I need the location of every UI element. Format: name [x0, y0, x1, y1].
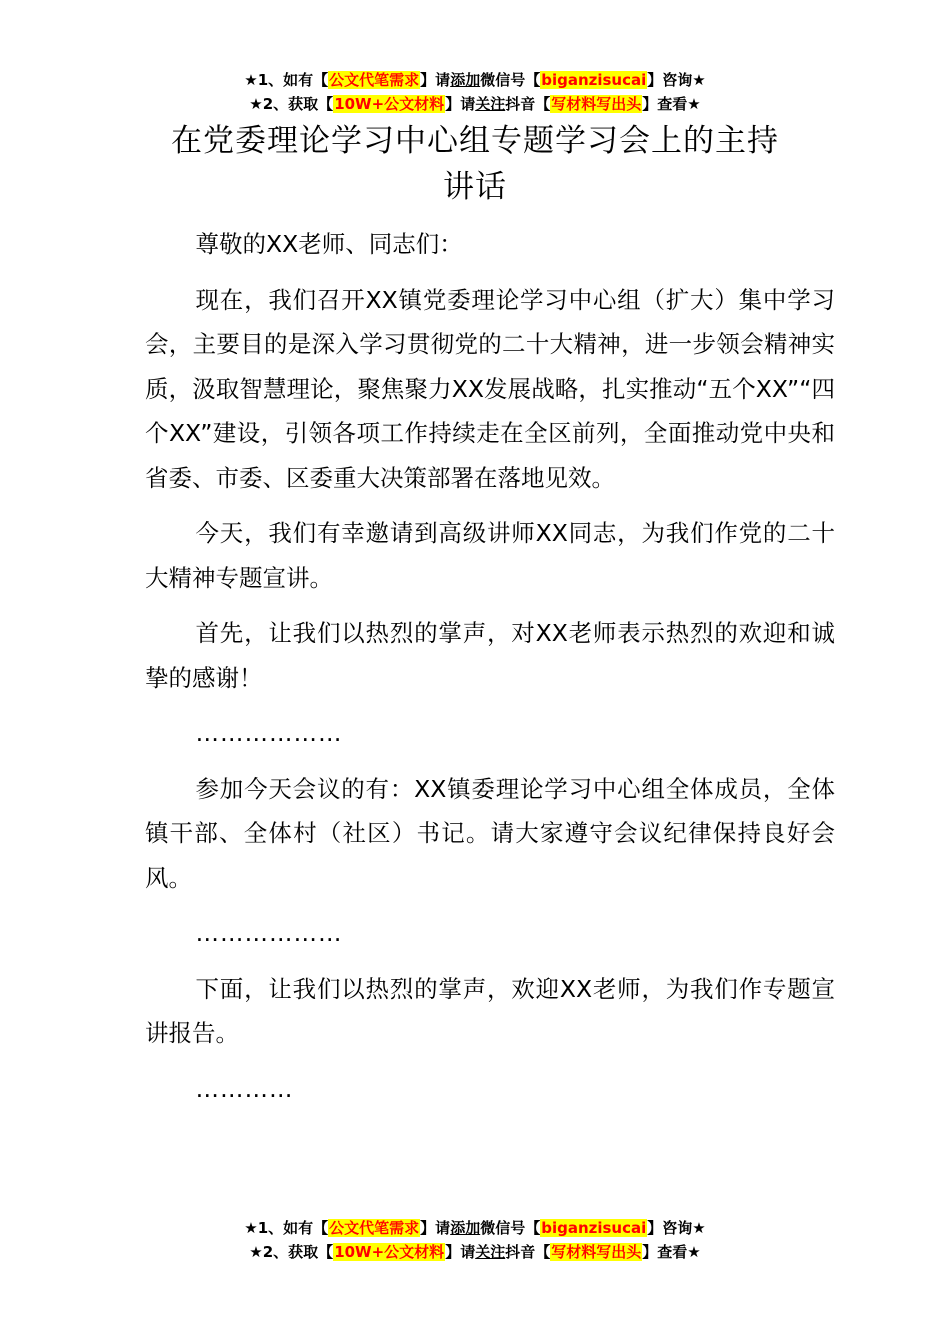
banner-underlined: 关注	[475, 1243, 506, 1261]
banner-text: 微信号【	[480, 71, 541, 89]
ellipsis-line: ………………	[195, 719, 343, 747]
banner-highlight: 公文代笔需求	[329, 1219, 420, 1237]
ellipsis-line: ………………	[195, 919, 343, 947]
banner-underlined: 关注	[475, 95, 506, 113]
banner-text: ★2、获取【	[249, 1243, 334, 1261]
banner-text: 】请	[445, 95, 476, 113]
banner-text: 抖音【	[505, 1243, 551, 1261]
banner-text: 】查看★	[642, 95, 701, 113]
banner-text: 】查看★	[642, 1243, 701, 1261]
banner-text: 微信号【	[480, 1219, 541, 1237]
document-title	[0, 118, 950, 210]
banner-line-2	[0, 92, 950, 116]
banner-line-1	[0, 1216, 950, 1240]
banner-wechat-id: biganzisucai	[541, 71, 647, 89]
banner-text: 】请	[445, 1243, 476, 1261]
banner-text: 】咨询★	[647, 71, 706, 89]
paragraph: 下面，让我们以热烈的掌声，欢迎XX老师，为我们作专题宣讲报告。	[145, 974, 835, 1047]
banner-text: ★2、获取【	[249, 95, 334, 113]
title-line-1: 在党委理论学习中心组专题学习会上的主持	[171, 123, 779, 159]
paragraph: 现在，我们召开XX镇党委理论学习中心组（扩大）集中学习会，主要目的是深入学习贯彻党的二十大精神，进一步领会精神实质，汲取智慧理论，聚焦聚力XX发展战略，扎实推动“五个XX”“四个XX”建设，引领各项工作持续走在全区前列，全面推动党中央和省委、市委、区委重大决策部署在落地见效。	[145, 285, 835, 492]
banner-wechat-id: biganzisucai	[541, 1219, 647, 1237]
ellipsis-line: …………	[195, 1074, 294, 1103]
banner-text: 抖音【	[505, 95, 551, 113]
banner-text: ★1、如有【	[244, 71, 329, 89]
footer-banner	[0, 1216, 950, 1264]
paragraph: 首先，让我们以热烈的掌声，对XX老师表示热烈的欢迎和诚挚的感谢！	[145, 619, 835, 692]
banner-douyin-id: 写材料写出头	[551, 1243, 642, 1261]
banner-douyin-id: 写材料写出头	[551, 95, 642, 113]
banner-underlined: 添加	[450, 1219, 481, 1237]
salutation: 尊敬的XX老师、同志们：	[195, 230, 463, 258]
banner-highlight: 10W+公文材料	[334, 95, 445, 113]
banner-highlight: 10W+公文材料	[334, 1243, 445, 1261]
banner-text: ★1、如有【	[244, 1219, 329, 1237]
banner-line-2	[0, 1240, 950, 1264]
paragraph: 参加今天会议的有：XX镇委理论学习中心组全体成员，全体镇干部、全体村（社区）书记。请大家遵守会议纪律保持良好会风。	[145, 774, 835, 892]
header-banner	[0, 68, 950, 116]
banner-text: 】请	[420, 1219, 451, 1237]
banner-underlined: 添加	[450, 71, 481, 89]
title-line-2: 讲话	[443, 169, 507, 205]
document-body	[145, 222, 835, 1122]
banner-line-1	[0, 68, 950, 92]
paragraph: 今天，我们有幸邀请到高级讲师XX同志，为我们作党的二十大精神专题宣讲。	[145, 519, 835, 592]
banner-text: 】请	[420, 71, 451, 89]
banner-highlight: 公文代笔需求	[329, 71, 420, 89]
banner-text: 】咨询★	[647, 1219, 706, 1237]
